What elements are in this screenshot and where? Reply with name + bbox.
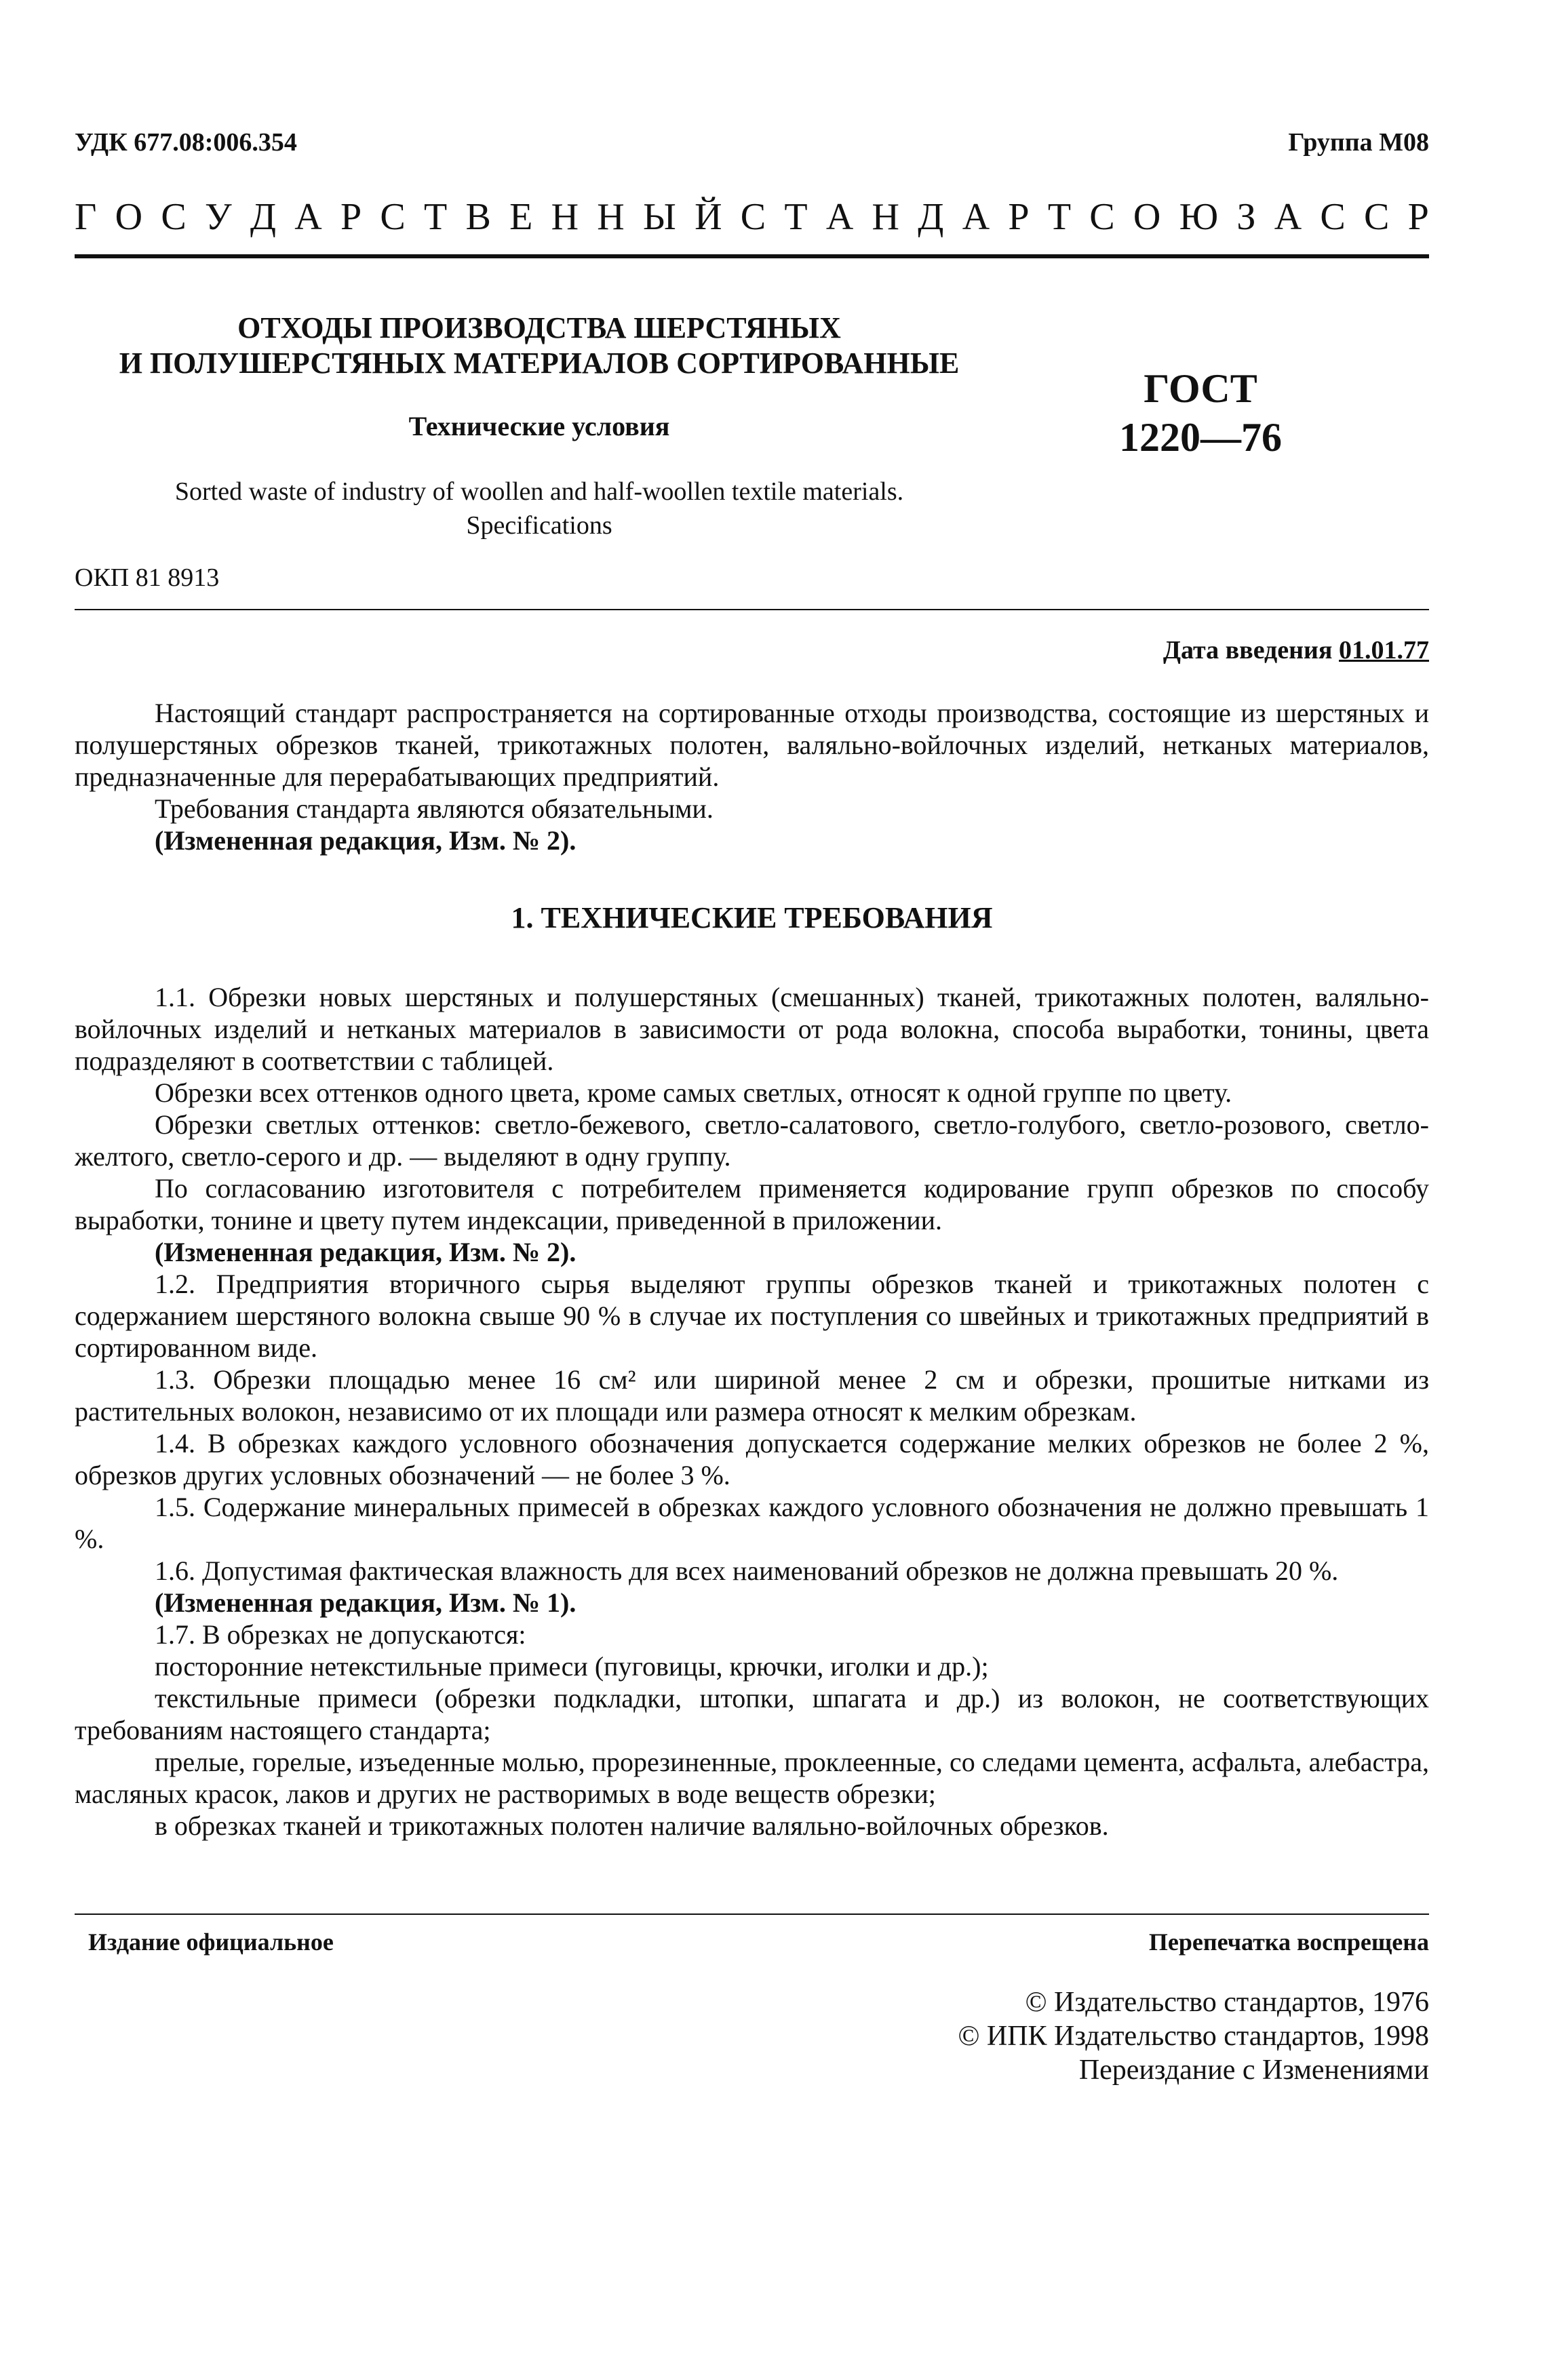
amendment-note: (Измененная редакция, Изм. № 1). xyxy=(155,1587,577,1618)
section-paragraph: 1.6. Допустимая фактическая влажность для всех наименований обрезков не должна превышать 20 %. xyxy=(155,1555,1339,1586)
document-title xyxy=(75,311,1004,381)
intro-text xyxy=(75,697,1429,856)
state-title-letter: С xyxy=(161,196,187,238)
state-title-letter: З xyxy=(1236,196,1256,238)
state-title-letter: С xyxy=(380,196,406,238)
copyright-block xyxy=(958,1985,1429,2087)
udk-code: УДК 677.08:006.354 xyxy=(75,128,297,157)
document-title-line: И ПОЛУШЕРСТЯНЫХ МАТЕРИАЛОВ СОРТИРОВАННЫЕ xyxy=(119,346,960,380)
document-title-line: ОТХОДЫ ПРОИЗВОДСТВА ШЕРСТЯНЫХ xyxy=(237,311,841,344)
state-title-letter: С xyxy=(740,196,766,238)
footer-rule xyxy=(75,1913,1429,1915)
okp-code: ОКП 81 8913 xyxy=(75,563,220,592)
state-title-letter: Д xyxy=(250,196,277,238)
state-title-letter: Н xyxy=(551,196,579,238)
section-paragraph: в обрезках тканей и трикотажных полотен наличие валяльно-войлочных обрезков. xyxy=(155,1810,1109,1841)
amendment-note: (Измененная редакция, Изм. № 2). xyxy=(155,825,577,856)
introduction-date-label: Дата введения xyxy=(1163,636,1333,665)
state-title-letter: Р xyxy=(1407,196,1429,238)
section-paragraph: текстильные примеси (обрезки подкладки, штопки, шпагата и др.) из волокон, не соответствующих требованиям настоящего стандарта; xyxy=(75,1683,1429,1745)
state-title-letter: Т xyxy=(784,196,808,238)
state-title-letter: Д xyxy=(918,196,944,238)
section-paragraph: Обрезки светлых оттенков: светло-бежевого, светло-салатового, светло-голубого, светло-розового, светло-желтого, светло-серого и др. — выделяют в одну группу. xyxy=(75,1109,1429,1172)
state-title-letter: Е xyxy=(509,196,533,238)
section-paragraph: 1.4. В обрезках каждого условного обозначения допускается содержание мелких обрезков не более 2 %, обрезков других условных обозначений — не более 3 %. xyxy=(75,1428,1429,1490)
state-title-letter: Ы xyxy=(642,196,676,238)
state-title-letter: Ю xyxy=(1179,196,1219,238)
state-title-letter: С xyxy=(1364,196,1390,238)
section-paragraph: прелые, горелые, изъеденные молью, прорезиненные, проклеенные, со следами цемента, асфальта, алебастра, масляных красок, лаков и других не растворимых в воде веществ обрезки; xyxy=(75,1747,1429,1809)
section-paragraph: 1.3. Обрезки площадью менее 16 см² или шириной менее 2 см и обрезки, прошитые нитками из растительных волокон, независимо от их площади или размера относят к мелким обрезкам. xyxy=(75,1364,1429,1427)
intro-paragraph: Настоящий стандарт распространяется на сортированные отходы производства, состоящие из шерстяных и полушерстяных обрезков тканей, трикотажных полотен, валяльно-войлочных изделий, нетканых материалов, предназначенные для перерабатывающих предприятий. xyxy=(75,698,1429,792)
state-title-letter: А xyxy=(962,196,990,238)
section-paragraph: По согласованию изготовителя с потребителем применяется кодирование групп обрезков по способу выработки, тонине и цвету путем индексации, приведенной в приложении. xyxy=(75,1173,1429,1235)
introduction-date xyxy=(1163,635,1429,665)
copyright-line: © ИПК Издательство стандартов, 1998 xyxy=(958,2021,1429,2052)
state-title-letter: Р xyxy=(340,196,362,238)
section-heading: 1. ТЕХНИЧЕСКИЕ ТРЕБОВАНИЯ xyxy=(511,901,993,934)
state-title-letter: О xyxy=(115,196,143,238)
document-subtitle: Технические условия xyxy=(408,411,670,441)
state-standard-title xyxy=(75,195,1429,239)
state-title-letter: В xyxy=(465,196,491,238)
english-title xyxy=(75,475,1004,542)
section-paragraph: Обрезки всех оттенков одного цвета, кроме самых светлых, относят к одной группе по цвету. xyxy=(155,1077,1232,1108)
copyright-line: © Издательство стандартов, 1976 xyxy=(1025,1987,1429,2018)
state-title-letter: А xyxy=(294,196,322,238)
reprint-prohibited-label: Перепечатка воспрещена xyxy=(1148,1928,1429,1956)
header-rule xyxy=(75,254,1429,258)
state-title-letter: Н xyxy=(597,196,625,238)
section-paragraph: 1.7. В обрезках не допускаются: xyxy=(155,1619,526,1650)
state-title-letter: У xyxy=(204,196,232,238)
state-title-letter: Г xyxy=(75,196,97,238)
introduction-date-value: 01.01.77 xyxy=(1339,636,1429,665)
section-paragraph: 1.2. Предприятия вторичного сырья выделяют группы обрезков тканей и трикотажных полотен с содержанием шерстяного волокна свыше 90 % в случае их поступления со швейных и трикотажных предприятий в сортированном виде. xyxy=(75,1269,1429,1363)
reissue-note: Переиздание с Изменениями xyxy=(1078,2055,1429,2086)
section-paragraph: 1.1. Обрезки новых шерстяных и полушерстяных (смешанных) тканей, трикотажных полотен, валяльно-войлочных изделий и нетканых материалов в зависимости от рода волокна, способа выработки, тонины, цвета подразделяют в соответствии с таблицей. xyxy=(75,982,1429,1076)
title-block-rule xyxy=(75,609,1429,610)
section-paragraph: 1.5. Содержание минеральных примесей в обрезках каждого условного обозначения не должно превышать 1 %. xyxy=(75,1492,1429,1554)
section-paragraph: посторонние нетекстильные примеси (пуговицы, крючки, иголки и др.); xyxy=(155,1651,989,1682)
state-title-letter: Н xyxy=(872,196,899,238)
state-title-letter: С xyxy=(1089,196,1115,238)
state-title-letter: Т xyxy=(1047,196,1072,238)
state-title-letter: А xyxy=(1274,196,1302,238)
amendment-note: (Измененная редакция, Изм. № 2). xyxy=(155,1237,577,1267)
state-title-letter: Й xyxy=(695,196,722,238)
gost-designation xyxy=(1065,364,1336,462)
state-title-letter: Т xyxy=(424,196,448,238)
intro-paragraph: Требования стандарта являются обязательными. xyxy=(155,793,714,824)
state-title-letter: А xyxy=(825,196,854,238)
english-title-line: Sorted waste of industry of woollen and half-woollen textile materials. xyxy=(174,477,904,506)
state-title-letter: С xyxy=(1320,196,1346,238)
official-edition-label: Издание официальное xyxy=(88,1928,334,1956)
state-title-letter: О xyxy=(1133,196,1161,238)
group-code: Группа М08 xyxy=(1288,128,1429,157)
gost-label: ГОСТ xyxy=(1144,366,1257,411)
section-body xyxy=(75,981,1429,1842)
state-title-letter: Р xyxy=(1008,196,1030,238)
english-title-line: Specifications xyxy=(466,511,612,540)
gost-number: 1220—76 xyxy=(1119,415,1282,460)
